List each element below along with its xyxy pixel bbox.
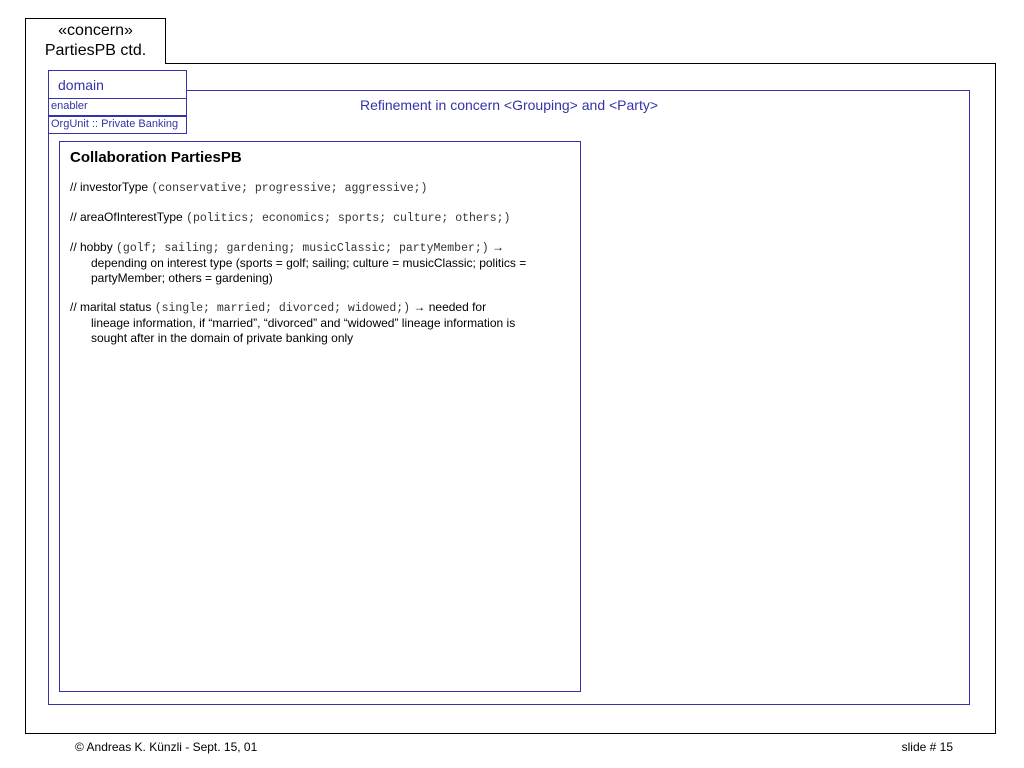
concern-name: PartiesPB ctd. <box>44 42 147 59</box>
hobby-continuation-1: depending on interest type (sports = golf; sailing; culture = musicClassic; politics = <box>91 256 527 270</box>
enabler-label: enabler <box>48 98 187 116</box>
marital-status-values: (single; married; divorced; widowed;) <box>154 302 411 315</box>
area-of-interest-prefix: // areaOfInterestType <box>70 210 187 224</box>
hobby-values: (golf; sailing; gardening; musicClassic; partyMember;) <box>116 242 489 255</box>
area-of-interest-values: (politics; economics; sports; culture; others;) <box>186 212 511 225</box>
slide-number: slide # 15 <box>901 740 953 754</box>
marital-status-suffix: → needed for <box>410 300 487 314</box>
domain-tab: domain <box>48 70 187 99</box>
hobby-prefix: // hobby <box>70 240 117 254</box>
marital-status-continuation-2: sought after in the domain of private banking only <box>91 331 354 345</box>
investor-type-prefix: // investorType <box>70 180 152 194</box>
hobby-continuation-2: partyMember; others = gardening) <box>91 271 273 285</box>
marital-status-entry <box>70 300 570 346</box>
concern-tab <box>25 18 166 64</box>
collaboration-title: Collaboration PartiesPB <box>70 149 242 166</box>
marital-status-prefix: // marital status <box>70 300 155 314</box>
investor-type-values: (conservative; progressive; aggressive;) <box>151 182 428 195</box>
hobby-entry <box>70 240 570 286</box>
refinement-caption: Refinement in concern <Grouping> and <Party> <box>359 97 659 113</box>
collaboration-box <box>59 141 581 692</box>
orgunit-label: OrgUnit :: Private Banking <box>48 116 187 134</box>
marital-status-continuation-1: lineage information, if “married”, “divorced” and “widowed” lineage information is <box>91 316 516 330</box>
arrow-icon: → <box>488 240 505 254</box>
area-of-interest-entry <box>70 210 570 226</box>
footer-copyright: © Andreas K. Künzli - Sept. 15, 01 <box>75 740 258 754</box>
investor-type-entry <box>70 180 570 196</box>
concern-stereotype: «concern» <box>58 22 133 39</box>
